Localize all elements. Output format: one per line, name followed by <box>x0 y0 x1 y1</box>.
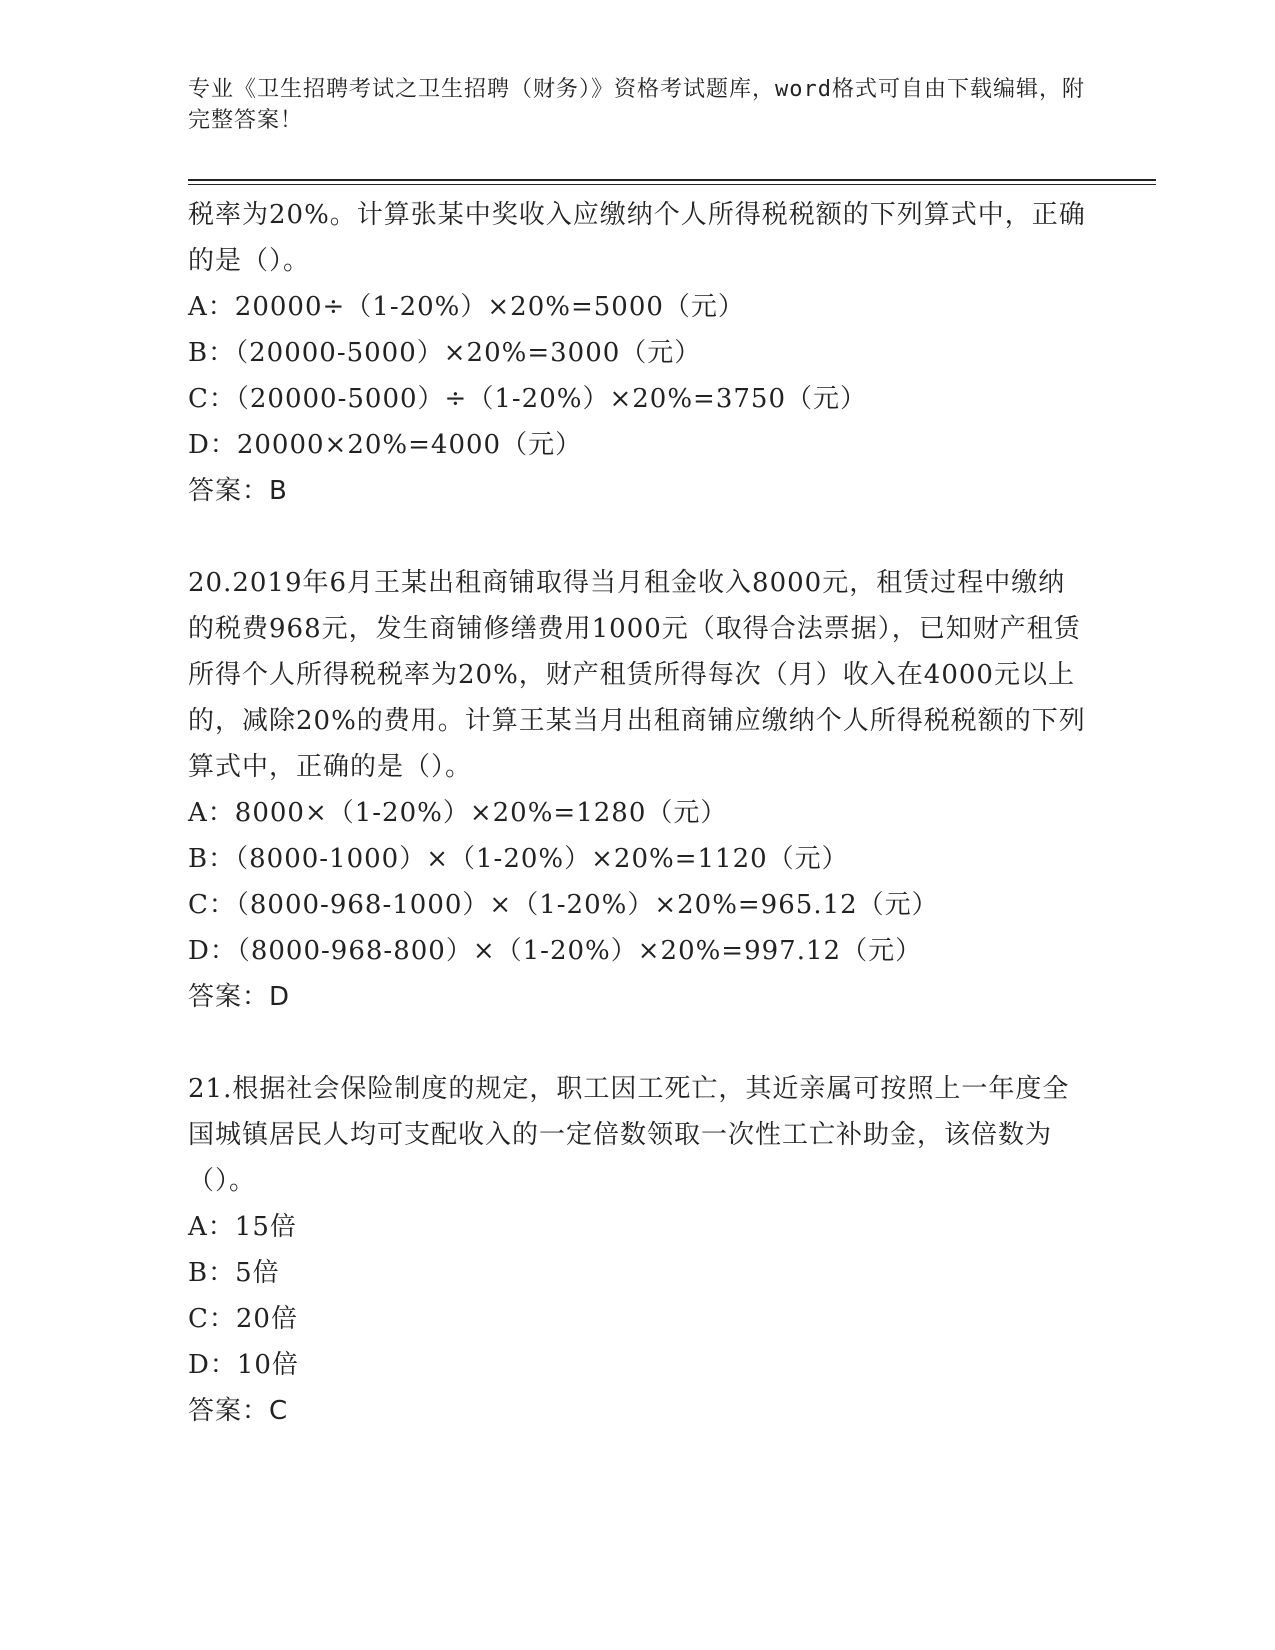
option-d: D：（8000-968-800）×（1-20%）×20%=997.12（元） <box>188 936 923 966</box>
header-divider-thin <box>188 184 1156 185</box>
question-block <box>188 560 1088 1020</box>
option-a: A：8000×（1-20%）×20%=1280（元） <box>188 798 728 828</box>
question-block <box>188 192 1088 514</box>
answer-line: 答案：D <box>188 982 291 1012</box>
option-b: B：（20000-5000）×20%=3000（元） <box>188 338 702 368</box>
option-c: C：20倍 <box>188 1304 298 1334</box>
answer-line: 答案：B <box>188 476 288 506</box>
option-c: C：（8000-968-1000）×（1-20%）×20%=965.12（元） <box>188 890 939 920</box>
document-title: 专业《卫生招聘考试之卫生招聘（财务）》资格考试题库，word格式可自由下载编辑，附完整答案！ <box>188 77 1085 133</box>
question-stem: 20.2019年6月王某出租商铺取得当月租金收入8000元，租赁过程中缴纳的税费968元，发生商铺修缮费用1000元（取得合法票据），已知财产租赁所得个人所得税税率为20%，财产租赁所得每次（月）收入在4000元以上的，减除20%的费用。计算王某当月出租商铺应缴纳个人所得税税额的下列算式中，正确的是（）。 <box>188 568 1086 782</box>
question-stem: 21.根据社会保险制度的规定，职工因工死亡，其近亲属可按照上一年度全国城镇居民人均可支配收入的一定倍数领取一次性工亡补助金，该倍数为（）。 <box>188 1074 1070 1196</box>
header-divider-thick <box>188 179 1156 181</box>
option-c: C：（20000-5000）÷（1-20%）×20%=3750（元） <box>188 384 867 414</box>
question-spacer <box>188 1020 1088 1066</box>
option-a: A：20000÷（1-20%）×20%=5000（元） <box>188 292 745 322</box>
option-d: D：20000×20%=4000（元） <box>188 430 583 460</box>
option-b: B：5倍 <box>188 1258 280 1288</box>
option-d: D：10倍 <box>188 1350 299 1380</box>
option-b: B：（8000-1000）×（1-20%）×20%=1120（元） <box>188 844 849 874</box>
question-stem: 税率为20%。计算张某中奖收入应缴纳个人所得税税额的下列算式中，正确的是（）。 <box>188 200 1086 276</box>
question-spacer <box>188 514 1088 560</box>
answer-line: 答案：C <box>188 1396 289 1426</box>
question-block <box>188 1066 1088 1434</box>
question-list <box>188 192 1088 1434</box>
document-header <box>188 74 1088 136</box>
option-a: A：15倍 <box>188 1212 297 1242</box>
